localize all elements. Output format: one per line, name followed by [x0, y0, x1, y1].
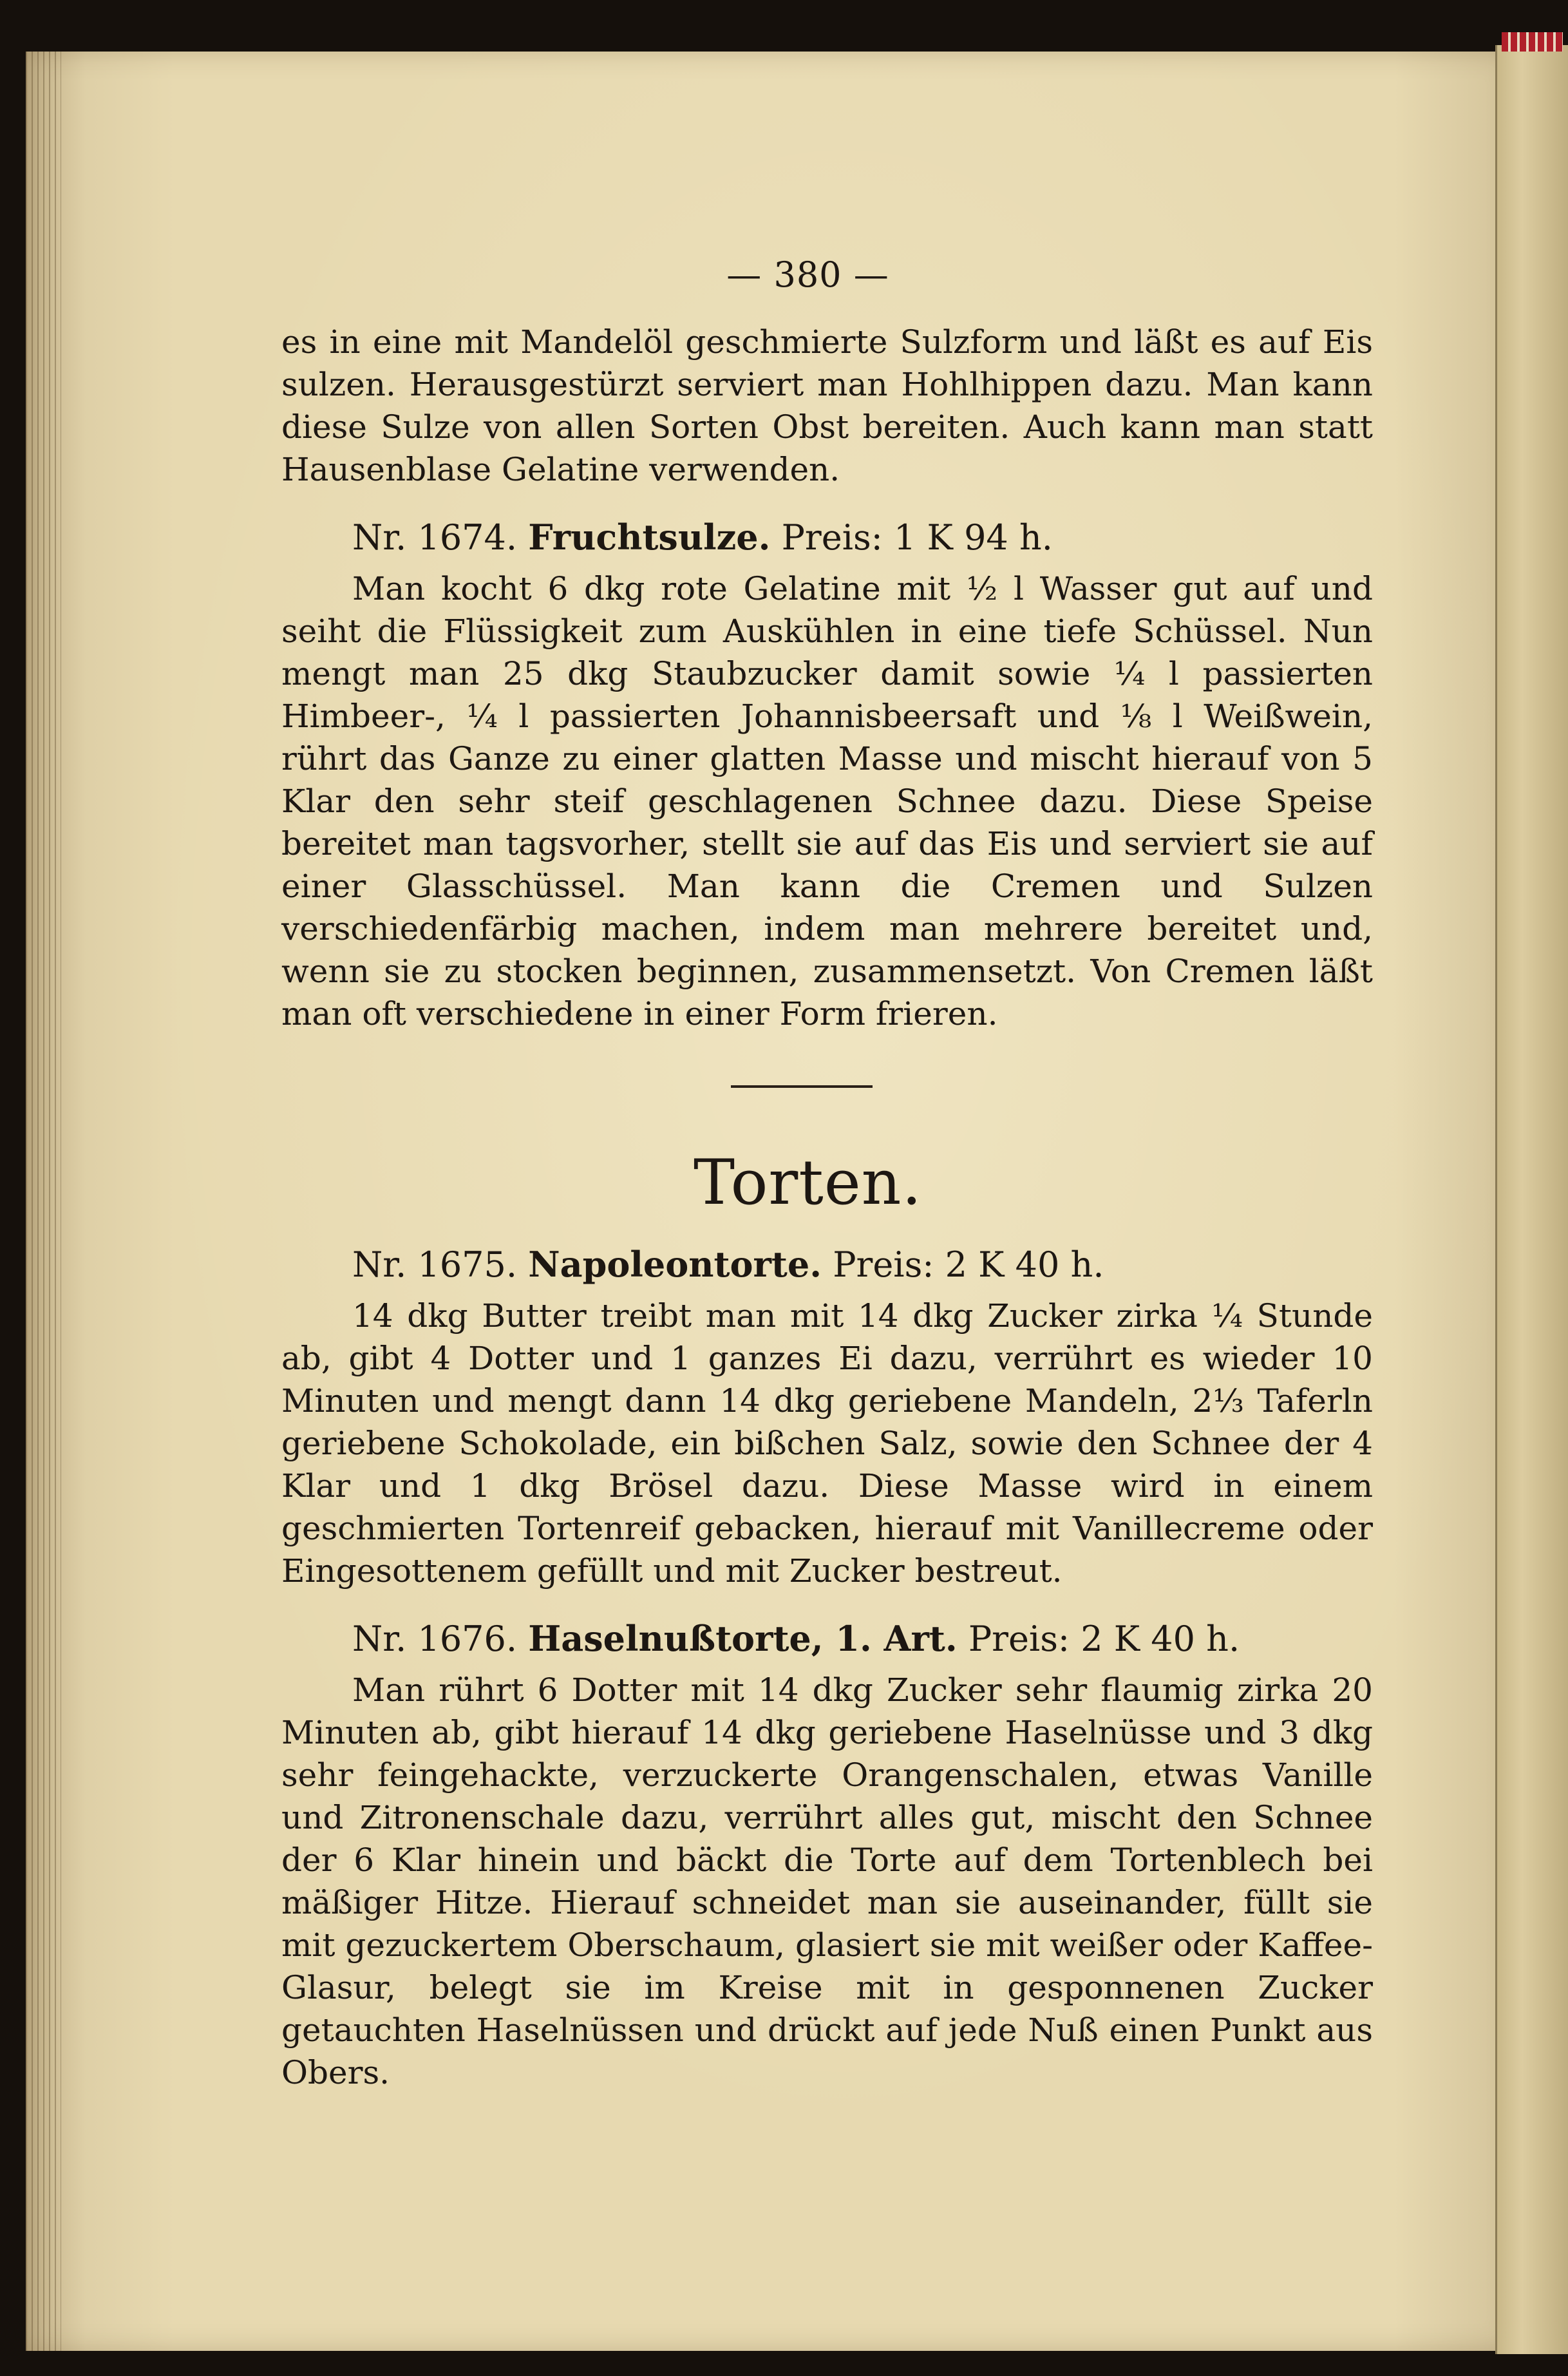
recipe-text-1674: Man kocht 6 dkg rote Gelatine mit ½ l Wasser gut auf und seiht die Flüssigkeit zum Auskühlen in eine tiefe Schüssel. Nun mengt man 25 dkg Staubzucker damit sowie ¼ l passierten Himbeer-, ¼ l passierten Johannisbeersaft und ⅛ l Weißwein, rührt das Ganze zu einer glatten Masse und mischt hierauf von 5 Klar den sehr steif geschlagenen Schnee dazu. Diese Speise bereitet man tagsvorher, stellt sie auf das Eis und serviert sie auf einer Glasschüssel. Man kann die Cremen und Sulzen verschiedenfärbig machen, indem man mehrere bereitet und, wenn sie zu stocken beginnen, zusammensetzt. Von Cremen läßt man oft verschiedene in einer Form frieren.	[281, 570, 1373, 1032]
recipe-title: Fruchtsulze.	[528, 517, 771, 558]
page-number: — 380 —	[726, 254, 889, 295]
book-spine-edge	[26, 52, 61, 2351]
recipe-header-1676	[281, 1617, 1373, 1661]
recipe-number: Nr. 1675.	[352, 1244, 518, 1285]
next-page-edge	[1495, 45, 1568, 2354]
recipe-header-1674	[281, 515, 1373, 560]
recipe-number: Nr. 1674.	[352, 517, 518, 558]
bookmark-ribbon	[1502, 32, 1563, 52]
section-title: Torten.	[694, 1146, 922, 1219]
intro-paragraph: es in eine mit Mandelöl geschmierte Sulzform und läßt es auf Eis sulzen. Herausgestürzt serviert man Hohlhippen dazu. Man kann diese Sulze von allen Sorten Obst bereiten. Auch kann man statt Hausenblase Gelatine verwenden.	[281, 323, 1373, 488]
recipe-text-1675: 14 dkg Butter treibt man mit 14 dkg Zucker zirka ¼ Stunde ab, gibt 4 Dotter und 1 ganzes Ei dazu, verrührt es wieder 10 Minuten und mengt dann 14 dkg geriebene Mandeln, 2⅓ Taferln geriebene Schokolade, ein bißchen Salz, sowie den Schnee der 4 Klar und 1 dkg Brösel dazu. Diese Masse wird in einem geschmierten Tortenreif gebacken, hierauf mit Vanillecreme oder Eingesottenem gefüllt und mit Zucker bestreut.	[281, 1297, 1373, 1590]
recipe-header-1675	[281, 1242, 1373, 1287]
recipe-price: Preis: 2 K 40 h.	[968, 1619, 1240, 1659]
recipe-text-1676: Man rührt 6 Dotter mit 14 dkg Zucker sehr flaumig zirka 20 Minuten ab, gibt hierauf 14 dkg geriebene Haselnüsse und 3 dkg sehr feingehackte, verzuckerte Orangenschalen, etwas Vanille und Zitronenschale dazu, verrührt alles gut, mischt den Schnee der 6 Klar hinein und bäckt die Torte auf dem Tortenblech bei mäßiger Hitze. Hierauf schneidet man sie auseinander, füllt sie mit gezuckertem Oberschaum, glasiert sie mit weißer oder Kaffee-Glasur, belegt sie im Kreise mit in gesponnenen Zucker getauchten Haselnüssen und drückt auf jede Nuß einen Punkt aus Obers.	[281, 1671, 1373, 2091]
recipe-title: Haselnußtorte, 1. Art.	[528, 1618, 958, 1659]
page-content	[281, 254, 1373, 2094]
section-divider	[731, 1085, 873, 1088]
recipe-title: Napoleontorte.	[528, 1244, 822, 1285]
recipe-number: Nr. 1676.	[352, 1619, 518, 1659]
recipe-price: Preis: 1 K 94 h.	[781, 517, 1053, 558]
recipe-price: Preis: 2 K 40 h.	[833, 1244, 1104, 1285]
